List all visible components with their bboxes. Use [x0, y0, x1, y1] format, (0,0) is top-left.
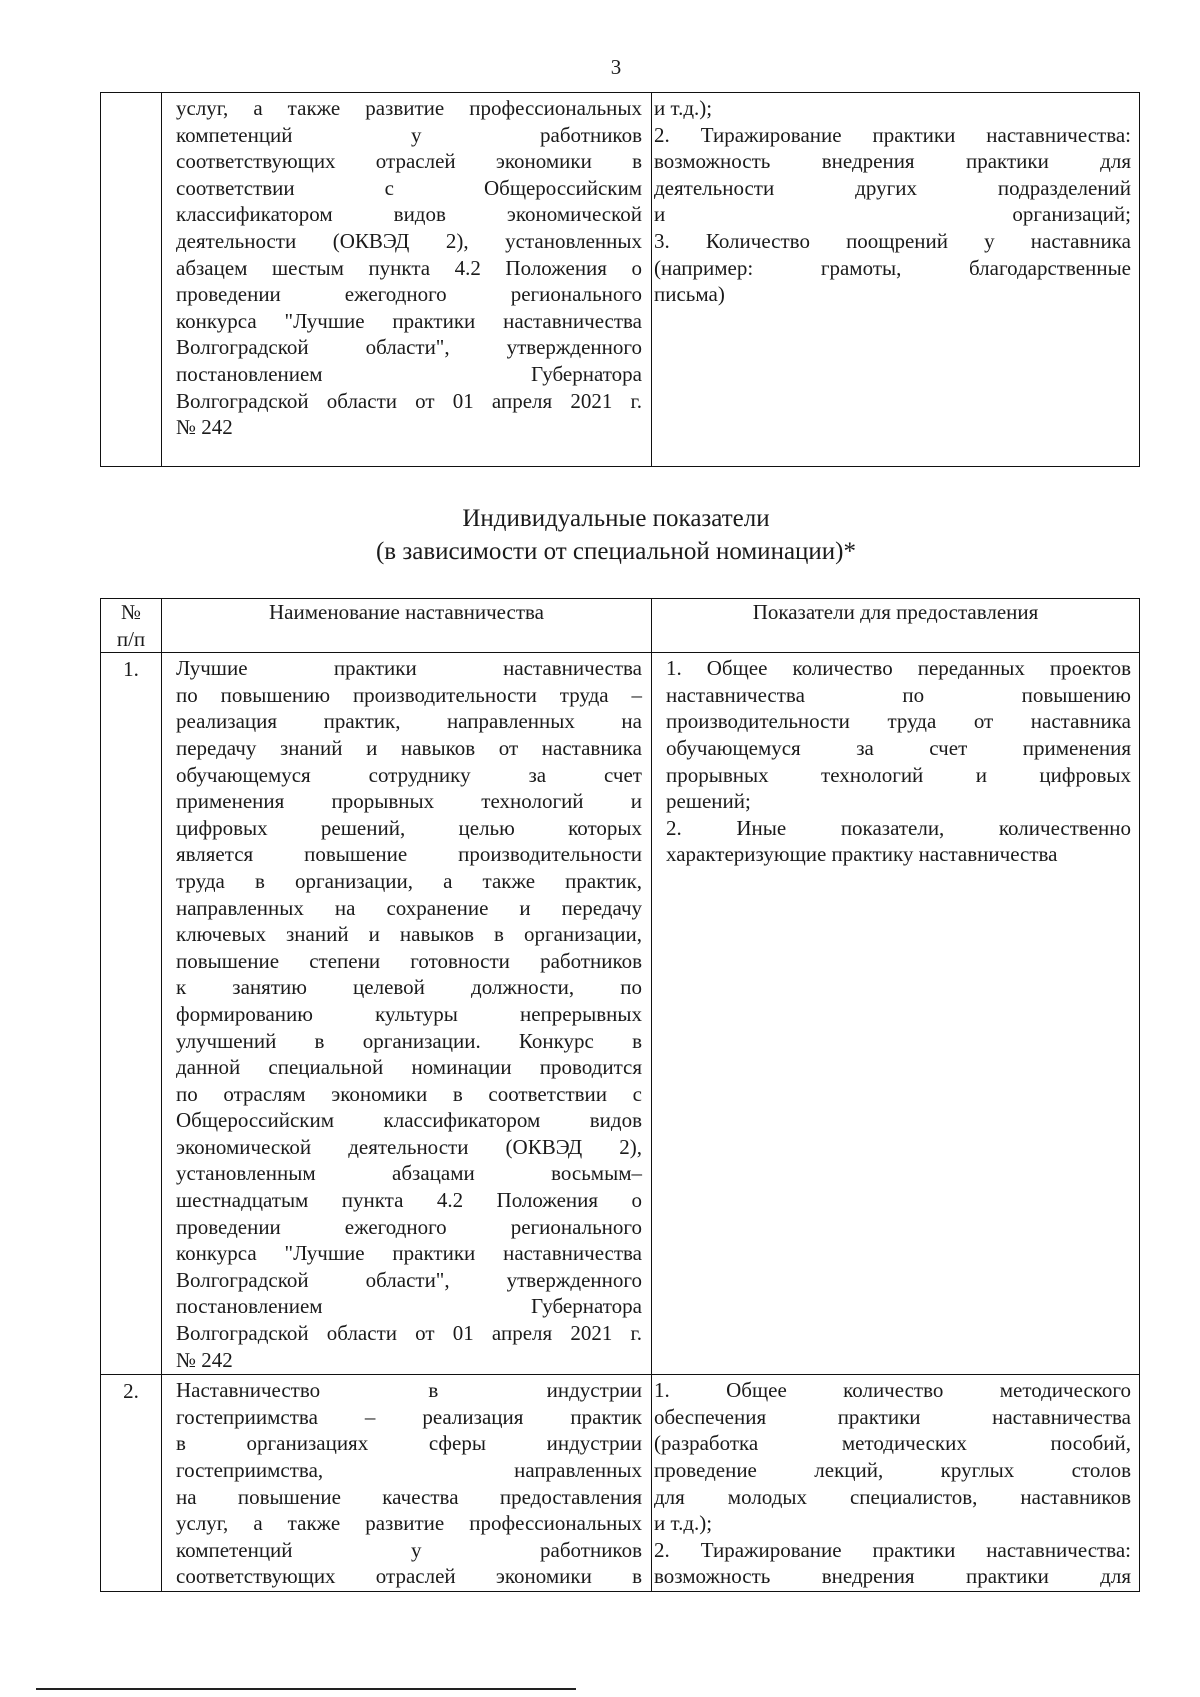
text-line: гостеприимства – реализация практик — [176, 1404, 642, 1429]
text-line: 2. Тиражирование практики наставничества: — [654, 122, 1131, 147]
text-line: передачу знаний и навыков от наставника — [176, 735, 642, 760]
text-line: проведении ежегодного регионального — [176, 1214, 642, 1239]
text-line: № 242 — [176, 415, 233, 440]
text-line: установленным абзацами восьмым– — [176, 1161, 642, 1186]
text-line: цифровых решений, целью которых — [176, 815, 642, 840]
text-line: конкурса "Лучшие практики наставничества — [176, 1241, 642, 1266]
text-line: 2. Тиражирование практики наставничества: — [654, 1537, 1131, 1562]
text-line: деятельности (ОКВЭД 2), установленных — [176, 228, 642, 253]
text-line: направленных на сохранение и передачу — [176, 895, 642, 920]
text-line: 1. Общее количество методического — [654, 1378, 1131, 1403]
text-line: проведение лекций, круглых столов — [654, 1458, 1131, 1482]
page-number: 3 — [610, 55, 622, 79]
text-line: абзацем шестым пункта 4.2 Положения о — [176, 255, 642, 280]
text-line: постановлением Губернатора — [176, 1294, 642, 1319]
nomination-text — [162, 653, 651, 1374]
nomination-name-cell — [162, 653, 652, 1375]
text-line: № 242 — [176, 1347, 233, 1372]
number-cell — [101, 93, 162, 467]
text-line: и т.д.); — [654, 1511, 713, 1536]
text-line: Волгоградской области от 01 апреля 2021 г. — [176, 1321, 642, 1346]
text-line: проведении ежегодного регионального — [176, 282, 642, 307]
text-line: Волгоградской области", утвержденного — [176, 1267, 642, 1292]
text-line: является повышение производительности — [176, 842, 642, 867]
text-line: решений; — [666, 789, 751, 814]
text-line: шестнадцатым пункта 4.2 Положения о — [176, 1188, 642, 1213]
nomination-text — [162, 1375, 651, 1591]
text-line: труда в организации, а также практик, — [176, 868, 642, 893]
text-line: соответствующих отраслей экономики в — [176, 1564, 642, 1589]
text-line: на повышение качества предоставления — [176, 1484, 642, 1509]
text-line: 3. Количество поощрений у наставника — [654, 228, 1131, 253]
text-line: экономической деятельности (ОКВЭД 2), — [176, 1134, 642, 1159]
text-line: конкурса "Лучшие практики наставничества — [176, 308, 642, 333]
text-line: обучающемуся сотруднику за счет — [176, 762, 642, 787]
indicators-cell — [652, 1375, 1140, 1592]
text-line: улучшений в организации. Конкурс в — [176, 1028, 642, 1053]
column-header-number — [101, 599, 162, 653]
text-line: 2. Иные показатели, количественно — [666, 815, 1131, 840]
text-line: по отраслям экономики в соответствии с — [176, 1081, 642, 1106]
text-line: (например: грамоты, благодарственные — [654, 255, 1131, 280]
text-line: применения прорывных технологий и — [176, 789, 642, 814]
text-line: Волгоградской области от 01 апреля 2021 г. — [176, 388, 642, 413]
text-line: прорывных технологий и цифровых — [666, 762, 1131, 787]
text-line: соответствии с Общероссийским — [176, 175, 642, 200]
text-line: услуг, а также развитие профессиональных — [176, 1511, 642, 1536]
text-line: и т.д.); — [654, 96, 713, 120]
nomination-name-cell — [162, 93, 652, 467]
text-line: Лучшие практики наставничества — [176, 656, 642, 681]
nomination-text — [162, 93, 651, 442]
column-header-name: Наименование наставничества — [162, 599, 652, 653]
section-title: Индивидуальные показатели — [462, 505, 770, 532]
indicators-text — [652, 93, 1139, 309]
text-line: компетенций у работников — [176, 1537, 642, 1562]
continuation-table — [100, 92, 1140, 467]
indicators-cell — [652, 93, 1140, 467]
table-header-row — [101, 599, 1140, 653]
text-line: компетенций у работников — [176, 122, 642, 147]
text-line: возможность внедрения практики для — [654, 1564, 1131, 1589]
indicators-text — [652, 653, 1139, 869]
header-number-abbr: п/п — [116, 626, 146, 651]
indicators-table — [100, 598, 1140, 1592]
text-line: по повышению производительности труда – — [176, 682, 642, 707]
table-row — [101, 93, 1140, 467]
text-line: в организациях сферы индустрии — [176, 1431, 642, 1456]
text-line: гостеприимства, направленных — [176, 1458, 642, 1482]
indicators-cell — [652, 653, 1140, 1375]
text-line: Наставничество в индустрии — [176, 1378, 642, 1403]
text-line: к занятию целевой должности, по — [176, 975, 642, 1000]
nomination-name-cell — [162, 1375, 652, 1592]
text-line: деятельности других подразделений — [654, 175, 1131, 200]
text-line: 1. Общее количество переданных проектов — [666, 656, 1131, 681]
text-line: Волгоградской области", утвержденного — [176, 335, 642, 360]
footer-rule — [36, 1688, 576, 1690]
text-line: и организаций; — [654, 202, 1131, 227]
text-line: Общероссийским классификатором видов — [176, 1108, 642, 1133]
text-line: (разработка методических пособий, — [654, 1431, 1131, 1456]
text-line: производительности труда от наставника — [666, 709, 1131, 734]
text-line: характеризующие практику наставничества — [666, 842, 1058, 867]
indicators-text — [652, 1375, 1139, 1591]
text-line: повышение степени готовности работников — [176, 948, 642, 973]
header-number-sign: № — [120, 600, 142, 624]
text-line: соответствующих отраслей экономики в — [176, 149, 642, 174]
table-row — [101, 1375, 1140, 1592]
text-line: наставничества по повышению — [666, 682, 1131, 707]
text-line: обеспечения практики наставничества — [654, 1404, 1131, 1429]
text-line: обучающемуся за счет применения — [666, 735, 1131, 760]
row-number: 2. — [101, 1375, 162, 1592]
row-number: 1. — [101, 653, 162, 1375]
text-line: письма) — [654, 282, 725, 307]
text-line: постановлением Губернатора — [176, 361, 642, 386]
text-line: услуг, а также развитие профессиональных — [176, 96, 642, 120]
text-line: классификатором видов экономической — [176, 202, 642, 227]
text-line: данной специальной номинации проводится — [176, 1055, 642, 1080]
table-row — [101, 653, 1140, 1375]
text-line: для молодых специалистов, наставников — [654, 1484, 1131, 1509]
text-line: ключевых знаний и навыков в организации, — [176, 922, 642, 947]
section-subtitle: (в зависимости от специальной номинации)* — [375, 538, 857, 565]
text-line: реализация практик, направленных на — [176, 709, 642, 734]
text-line: формированию культуры непрерывных — [176, 1001, 642, 1026]
column-header-indicators: Показатели для предоставления — [652, 599, 1140, 653]
text-line: возможность внедрения практики для — [654, 149, 1131, 174]
